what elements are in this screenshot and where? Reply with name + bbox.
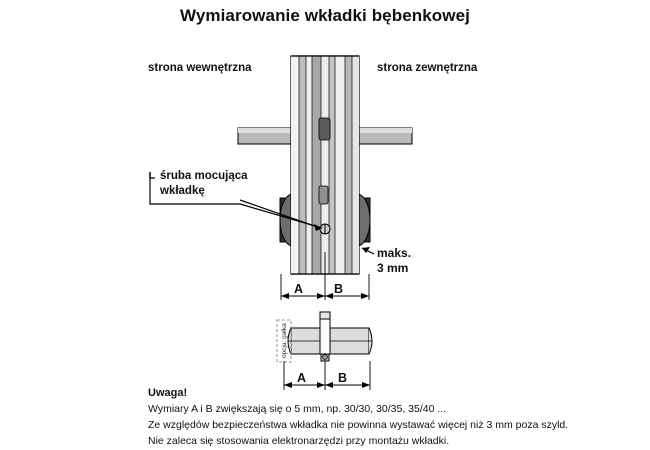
label-mounting-screw-line1: śruba mocująca bbox=[160, 170, 248, 182]
notes-heading: Uwaga! bbox=[148, 387, 188, 399]
notes-line-3: Nie zaleca się stosowania elektronarzędzi przy montażu wkładki. bbox=[148, 435, 450, 447]
cylinder-body-front bbox=[291, 56, 359, 274]
notes-block bbox=[148, 387, 628, 447]
max-protrusion-leader bbox=[362, 247, 374, 254]
keyway-slot-upper bbox=[319, 118, 330, 140]
handle-spindle-right bbox=[352, 128, 412, 144]
label-max-line2: 3 mm bbox=[377, 261, 409, 275]
label-inner-side: strona wewnętrzna bbox=[148, 62, 252, 74]
dimension-letter-b-bottom: B bbox=[338, 371, 348, 385]
notes-line-2: Ze względów bezpieczeństwa wkładka nie powinna wystawać więcej niż 3 mm poza szyld. bbox=[148, 419, 569, 431]
dimension-letter-a-top: A bbox=[294, 282, 304, 296]
keyway-slot-lower bbox=[319, 186, 328, 204]
label-mounting-screw-line2: wkładkę bbox=[160, 185, 205, 197]
dimension-letter-b-top: B bbox=[334, 282, 344, 296]
handle-spindle-left bbox=[238, 128, 298, 144]
mounting-screw-head bbox=[320, 224, 330, 234]
dimension-line-bottom bbox=[284, 361, 370, 390]
notes-line-1: Wymiary A i B zwiększają się o 5 mm, np. 30/30, 30/35, 35/40 ... bbox=[148, 403, 447, 415]
label-option-knob: opcja: gałka bbox=[281, 323, 288, 358]
dimension-letter-a-bottom: A bbox=[297, 371, 307, 385]
label-outer-side: strona zewnętrzna bbox=[377, 62, 478, 74]
label-max-line1: maks. bbox=[377, 246, 412, 260]
cylinder-body-side bbox=[288, 312, 372, 361]
page-title: Wymiarowanie wkładki bębenkowej bbox=[180, 6, 470, 25]
